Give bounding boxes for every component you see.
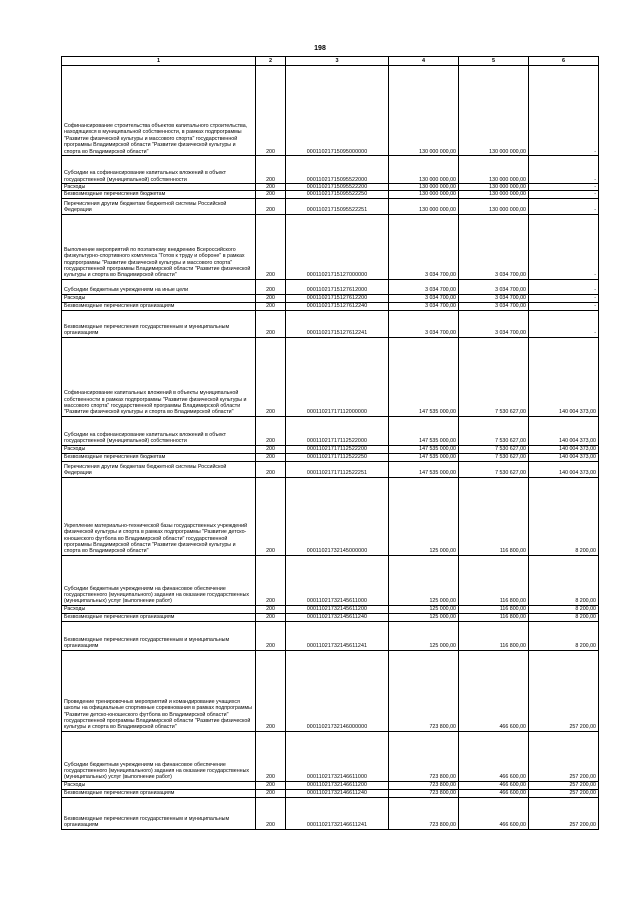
row-name-cell: Субсидии на софинансирование капитальных вложений в объект государственной (муниципальной) собственности	[62, 156, 256, 184]
table-row	[62, 294, 599, 302]
row-ved-cell: 200	[256, 797, 286, 829]
table-row	[62, 650, 599, 731]
row-value-col5-cell: 3 034 700,00	[459, 302, 529, 310]
table-row	[62, 781, 599, 789]
row-value-col6-cell: 257 200,00	[529, 650, 599, 731]
row-ved-cell: 200	[256, 156, 286, 184]
row-code-cell: 00011021732146611240	[286, 789, 389, 797]
row-value-col6-cell: -	[529, 156, 599, 184]
row-value-col5-cell: 466 600,00	[459, 650, 529, 731]
row-name-cell: Выполнение мероприятий по поэтапному внедрению Всероссийского физкультурно-спортивного комплекса "Готов к труду и обороне" в рамках подпрограммы "Развитие физической культуры и массового спорта" государственной программы Владимирской области "Развитие физической культуры и спорта во Владимирской области"	[62, 214, 256, 279]
row-code-cell: 00011021715127612000	[286, 279, 389, 294]
table-row	[62, 156, 599, 184]
row-value-col4-cell: 147 535 000,00	[389, 461, 459, 477]
table-row	[62, 555, 599, 605]
row-ved-cell: 200	[256, 279, 286, 294]
row-value-col6-cell: -	[529, 184, 599, 191]
row-name-cell: Перечисления другим бюджетам бюджетной системы Российской Федерации	[62, 198, 256, 214]
row-value-col6-cell: 8 200,00	[529, 605, 599, 613]
row-value-col6-cell: 257 200,00	[529, 797, 599, 829]
row-value-col6-cell: 8 200,00	[529, 621, 599, 650]
row-ved-cell: 200	[256, 184, 286, 191]
row-name-cell: Безвозмездные перечисления организациям	[62, 302, 256, 310]
row-name-cell: Субсидии бюджетным учреждениям на иные цели	[62, 279, 256, 294]
row-value-col4-cell: 3 034 700,00	[389, 294, 459, 302]
table-row	[62, 797, 599, 829]
row-value-col5-cell: 130 000 000,00	[459, 191, 529, 198]
row-value-col5-cell: 466 600,00	[459, 781, 529, 789]
row-value-col6-cell: 257 200,00	[529, 789, 599, 797]
row-value-col4-cell: 3 034 700,00	[389, 302, 459, 310]
row-value-col6-cell: 8 200,00	[529, 613, 599, 621]
row-value-col5-cell: 7 530 627,00	[459, 461, 529, 477]
row-value-col4-cell: 125 000,00	[389, 613, 459, 621]
row-value-col5-cell: 130 000 000,00	[459, 184, 529, 191]
row-value-col6-cell: 140 004 373,00	[529, 461, 599, 477]
row-value-col4-cell: 3 034 700,00	[389, 279, 459, 294]
row-value-col4-cell: 125 000,00	[389, 621, 459, 650]
row-value-col4-cell: 147 535 000,00	[389, 416, 459, 445]
row-ved-cell: 200	[256, 191, 286, 198]
row-value-col5-cell: 130 000 000,00	[459, 156, 529, 184]
row-value-col6-cell: 8 200,00	[529, 555, 599, 605]
row-value-col5-cell: 3 034 700,00	[459, 310, 529, 337]
row-code-cell: 00011021732145611200	[286, 605, 389, 613]
column-header: 6	[529, 57, 599, 66]
row-ved-cell: 200	[256, 555, 286, 605]
row-value-col6-cell: 8 200,00	[529, 477, 599, 555]
row-ved-cell: 200	[256, 461, 286, 477]
row-name-cell: Проведение тренировочных мероприятий и командирование учащихся школы на официальные спортивные соревнования в рамках подпрограммы "Развитие детско-юношеского футбола во Владимирской области" государственной программы Владимирской области "Развитие физической культуры и спорта во Владимирской области"	[62, 650, 256, 731]
table-row	[62, 789, 599, 797]
row-value-col6-cell: -	[529, 294, 599, 302]
row-value-col6-cell: 257 200,00	[529, 781, 599, 789]
row-code-cell: 00011021732146611200	[286, 781, 389, 789]
row-code-cell: 00011021732145611000	[286, 555, 389, 605]
row-code-cell: 00011021732145000000	[286, 477, 389, 555]
row-code-cell: 00011021717112000000	[286, 337, 389, 416]
row-value-col5-cell: 130 000 000,00	[459, 66, 529, 156]
row-ved-cell: 200	[256, 621, 286, 650]
table-row	[62, 605, 599, 613]
row-value-col4-cell: 147 535 000,00	[389, 337, 459, 416]
table-row	[62, 477, 599, 555]
row-code-cell: 00011021732145611241	[286, 621, 389, 650]
row-value-col6-cell: -	[529, 198, 599, 214]
row-value-col4-cell: 3 034 700,00	[389, 310, 459, 337]
row-name-cell: Безвозмездные перечисления государственным и муниципальным организациям	[62, 797, 256, 829]
row-name-cell: Расходы	[62, 605, 256, 613]
row-ved-cell: 200	[256, 198, 286, 214]
table-row	[62, 337, 599, 416]
row-value-col5-cell: 7 530 627,00	[459, 337, 529, 416]
row-ved-cell: 200	[256, 445, 286, 453]
row-value-col4-cell: 125 000,00	[389, 605, 459, 613]
column-header: 1	[62, 57, 256, 66]
table-row	[62, 214, 599, 279]
table-row	[62, 461, 599, 477]
row-value-col6-cell: 140 004 373,00	[529, 337, 599, 416]
column-header: 2	[256, 57, 286, 66]
row-ved-cell: 200	[256, 605, 286, 613]
row-ved-cell: 200	[256, 214, 286, 279]
row-code-cell: 00011021715095522200	[286, 184, 389, 191]
row-code-cell: 00011021717112522000	[286, 416, 389, 445]
table-row	[62, 191, 599, 198]
row-value-col5-cell: 3 034 700,00	[459, 214, 529, 279]
row-value-col6-cell: -	[529, 310, 599, 337]
budget-table	[61, 56, 599, 830]
row-ved-cell: 200	[256, 416, 286, 445]
row-value-col5-cell: 466 600,00	[459, 797, 529, 829]
table-row	[62, 66, 599, 156]
row-value-col6-cell: -	[529, 279, 599, 294]
row-code-cell: 00011021717112522250	[286, 453, 389, 461]
row-name-cell: Расходы	[62, 781, 256, 789]
row-ved-cell: 200	[256, 66, 286, 156]
row-value-col5-cell: 3 034 700,00	[459, 279, 529, 294]
row-value-col5-cell: 116 800,00	[459, 555, 529, 605]
row-value-col5-cell: 116 800,00	[459, 613, 529, 621]
row-name-cell: Безвозмездные перечисления организациям	[62, 789, 256, 797]
row-name-cell: Субсидии бюджетным учреждениям на финансовое обеспечение государственного (муниципального) задания на оказание государственных (муниципальных) услуг (выполнение работ)	[62, 731, 256, 781]
row-value-col6-cell: 140 004 373,00	[529, 416, 599, 445]
table-row	[62, 453, 599, 461]
row-value-col4-cell: 130 000 000,00	[389, 66, 459, 156]
row-name-cell: Софинансирование строительства объектов капитального строительства, находящихся в муниципальной собственности, в рамках подпрограммы "Развитие физической культуры и массового спорта" государственной программы Владимирской области "Развитие физической культуры и спорта во Владимирской области"	[62, 66, 256, 156]
row-ved-cell: 200	[256, 453, 286, 461]
row-code-cell: 00011021715127000000	[286, 214, 389, 279]
row-value-col4-cell: 130 000 000,00	[389, 198, 459, 214]
row-value-col6-cell: -	[529, 214, 599, 279]
column-header: 4	[389, 57, 459, 66]
row-code-cell: 00011021732145611240	[286, 613, 389, 621]
table-row	[62, 613, 599, 621]
row-code-cell: 00011021715095522000	[286, 156, 389, 184]
row-value-col5-cell: 116 800,00	[459, 477, 529, 555]
row-code-cell: 00011021732146611000	[286, 731, 389, 781]
row-ved-cell: 200	[256, 789, 286, 797]
row-value-col6-cell: -	[529, 66, 599, 156]
row-code-cell: 00011021717112522200	[286, 445, 389, 453]
table-row	[62, 184, 599, 191]
row-value-col4-cell: 147 535 000,00	[389, 445, 459, 453]
row-value-col6-cell: 140 004 373,00	[529, 445, 599, 453]
row-value-col6-cell: 140 004 373,00	[529, 453, 599, 461]
row-name-cell: Расходы	[62, 294, 256, 302]
row-ved-cell: 200	[256, 731, 286, 781]
row-value-col5-cell: 116 800,00	[459, 605, 529, 613]
row-ved-cell: 200	[256, 477, 286, 555]
row-value-col4-cell: 723 800,00	[389, 789, 459, 797]
row-ved-cell: 200	[256, 302, 286, 310]
row-code-cell: 00011021717112522251	[286, 461, 389, 477]
table-row	[62, 416, 599, 445]
row-code-cell: 00011021715127612241	[286, 310, 389, 337]
row-code-cell: 00011021715095522250	[286, 191, 389, 198]
row-code-cell: 00011021715095000000	[286, 66, 389, 156]
row-value-col5-cell: 130 000 000,00	[459, 198, 529, 214]
row-value-col6-cell: -	[529, 302, 599, 310]
row-value-col5-cell: 7 530 627,00	[459, 416, 529, 445]
row-name-cell: Расходы	[62, 184, 256, 191]
row-value-col4-cell: 723 800,00	[389, 797, 459, 829]
row-value-col4-cell: 130 000 000,00	[389, 191, 459, 198]
row-value-col5-cell: 7 530 627,00	[459, 453, 529, 461]
row-value-col6-cell: 257 200,00	[529, 731, 599, 781]
table-row	[62, 310, 599, 337]
row-name-cell: Расходы	[62, 445, 256, 453]
table-row	[62, 279, 599, 294]
row-value-col4-cell: 3 034 700,00	[389, 214, 459, 279]
row-value-col4-cell: 125 000,00	[389, 477, 459, 555]
row-ved-cell: 200	[256, 650, 286, 731]
row-name-cell: Безвозмездные перечисления государственным и муниципальным организациям	[62, 621, 256, 650]
row-code-cell: 00011021715127612240	[286, 302, 389, 310]
table-row	[62, 731, 599, 781]
row-value-col5-cell: 7 530 627,00	[459, 445, 529, 453]
row-name-cell: Безвозмездные перечисления организациям	[62, 613, 256, 621]
row-value-col5-cell: 116 800,00	[459, 621, 529, 650]
table-row	[62, 198, 599, 214]
row-name-cell: Софинансирование капитальных вложений в объекты муниципальной собственности в рамках подпрограммы "Развитие физической культуры и массового спорта" государственной программы Владимирской области "Развитие физической культуры и спорта во Владимирской области"	[62, 337, 256, 416]
row-name-cell: Укрепление материально-технической базы государственных учреждений физической культуры и спорта в рамках подпрограммы "Развитие детско-юношеского футбола во Владимирской области" государственной программы Владимирской области "Развитие физической культуры и спорта во Владимирской области"	[62, 477, 256, 555]
row-name-cell: Безвозмездные перечисления бюджетам	[62, 453, 256, 461]
page-number: 198	[314, 45, 326, 52]
row-value-col4-cell: 130 000 000,00	[389, 156, 459, 184]
table-row	[62, 302, 599, 310]
row-name-cell: Субсидии на софинансирование капитальных вложений в объект государственной (муниципальной) собственности	[62, 416, 256, 445]
row-ved-cell: 200	[256, 781, 286, 789]
row-ved-cell: 200	[256, 310, 286, 337]
row-name-cell: Безвозмездные перечисления государственным и муниципальным организациям	[62, 310, 256, 337]
table-row	[62, 621, 599, 650]
row-code-cell: 00011021732146000000	[286, 650, 389, 731]
column-header: 5	[459, 57, 529, 66]
row-value-col5-cell: 466 600,00	[459, 789, 529, 797]
row-value-col4-cell: 723 800,00	[389, 650, 459, 731]
row-name-cell: Перечисления другим бюджетам бюджетной системы Российской Федерации	[62, 461, 256, 477]
row-value-col6-cell: -	[529, 191, 599, 198]
row-value-col4-cell: 723 800,00	[389, 781, 459, 789]
row-code-cell: 00011021715127612200	[286, 294, 389, 302]
row-ved-cell: 200	[256, 294, 286, 302]
row-value-col5-cell: 3 034 700,00	[459, 294, 529, 302]
row-name-cell: Субсидии бюджетным учреждениям на финансовое обеспечение государственного (муниципального) задания на оказание государственных (муниципальных) услуг (выполнение работ)	[62, 555, 256, 605]
row-code-cell: 00011021732146611241	[286, 797, 389, 829]
row-value-col4-cell: 125 000,00	[389, 555, 459, 605]
column-header: 3	[286, 57, 389, 66]
row-value-col4-cell: 723 800,00	[389, 731, 459, 781]
row-code-cell: 00011021715095522251	[286, 198, 389, 214]
row-value-col4-cell: 130 000 000,00	[389, 184, 459, 191]
row-value-col4-cell: 147 535 000,00	[389, 453, 459, 461]
table-header-row	[62, 57, 599, 66]
row-ved-cell: 200	[256, 337, 286, 416]
row-name-cell: Безвозмездные перечисления бюджетам	[62, 191, 256, 198]
row-value-col5-cell: 466 600,00	[459, 731, 529, 781]
row-ved-cell: 200	[256, 613, 286, 621]
table-row	[62, 445, 599, 453]
